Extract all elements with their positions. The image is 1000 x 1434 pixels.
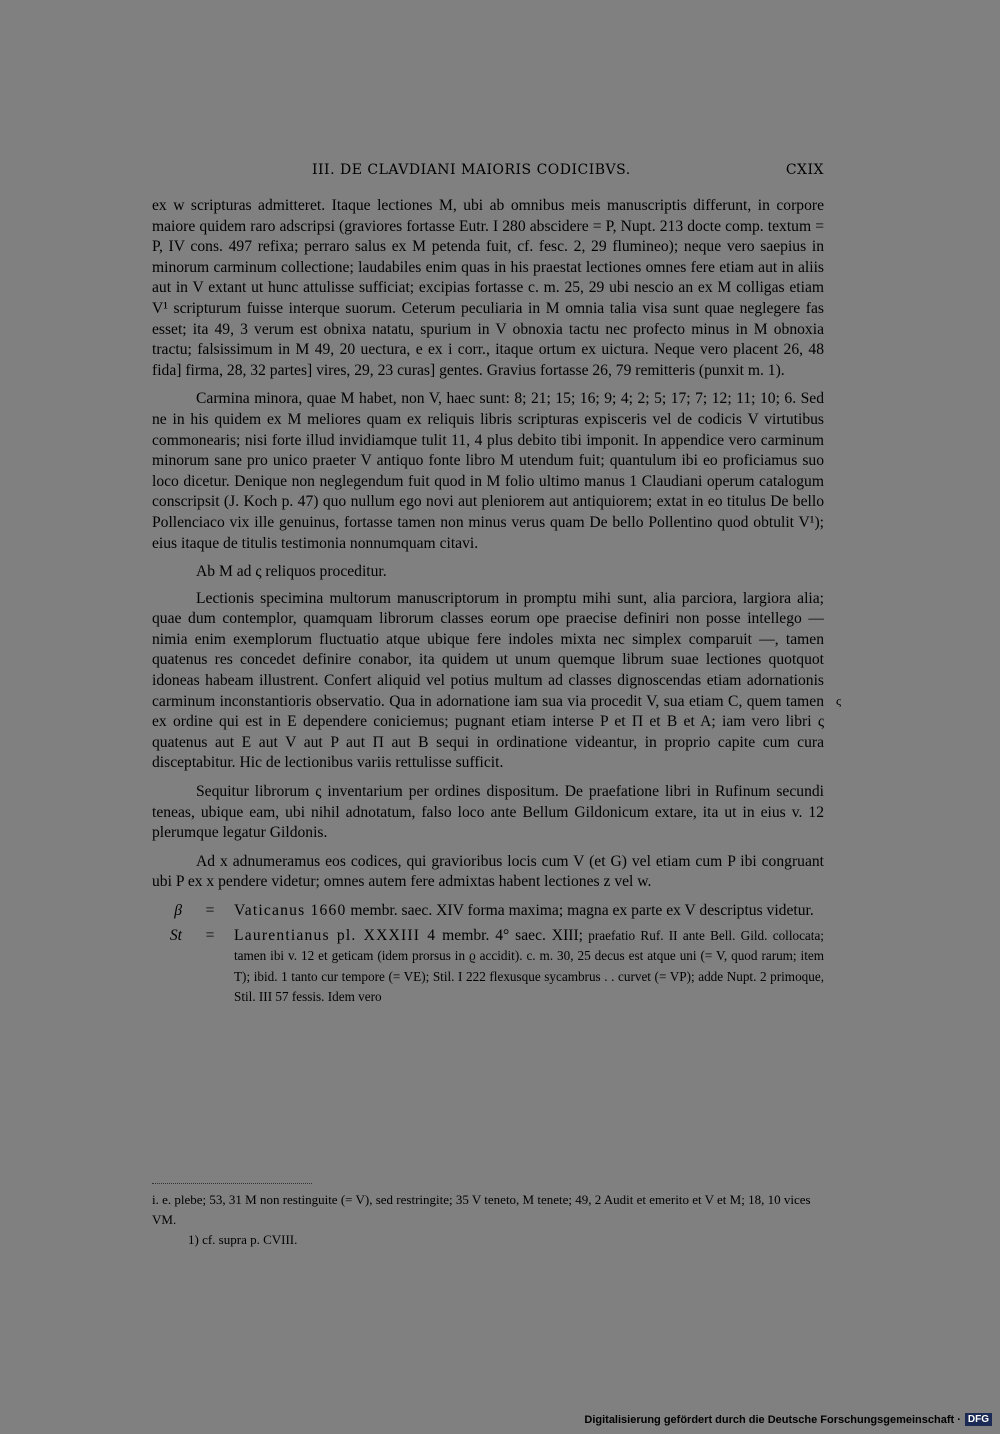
footnote-continuation: i. e. plebe; 53, 31 M non restinguite (= V), sed restringite; 35 V teneto, M tenete; 49, 2 Audit et emerito et V et M; 18, 10 vices VM. — [152, 1192, 811, 1227]
footnote: 1) cf. supra p. CVIII. — [188, 1232, 298, 1247]
siglum-description — [234, 926, 824, 1008]
page-number: CXIX — [785, 162, 824, 178]
paragraph: Ad x adnumeramus eos codices, qui gravioribus locis cum V (et G) vel etiam cum P ibi congruant ubi P ex x pendere videtur; omnes autem fere admixtas habent lectiones z vel w. — [152, 852, 824, 891]
codex-name: Vaticanus 1660 — [234, 902, 347, 919]
siglum-entry — [152, 926, 824, 1008]
running-header — [152, 162, 824, 184]
footnote-divider — [152, 1183, 312, 1184]
siglum: St — [169, 926, 182, 944]
equals-sign: = — [205, 926, 215, 944]
equals-sign: = — [205, 902, 215, 919]
paragraph: Carmina minora, quae M habet, non V, haec sunt: 8; 21; 15; 16; 9; 4; 2; 5; 17; 7; 12; 11; 10; 6. Sed ne in his quidem ex M meliores quam ex reliquis libris scripturas expisceris vel de codicis V virtutibus commonearis; nisi forte illud invidiamque tulit 11, 4 plus debito tibi imponit. In appendice vero carminum minorum sane pro unico praeter V antiquo fonte libro M utendum fuit; quantulum ibi eo proficiamus suo loco dicetur. Denique non neglegendum fuit quod in M folio ultimo manus 1 Claudiani operum catalogum conscripsit (J. Koch p. 47) quo nullum ego novi aut pleniorem aut antiquiorem; extat in eo titulus De bello Pollenciaco vix ille genuinus, fortasse tamen non minus verus quam De bello Pollentino quod obtulit V¹); eius itaque de titulis testimonia nonnumquam citavi. — [152, 390, 824, 552]
margin-note: ς — [836, 693, 842, 708]
footnotes — [152, 1190, 824, 1250]
paragraph: Lectionis specimina multorum manuscriptorum in promptu mihi sunt, alia parciora, largiora alia; quae dum contemplor, quamquam librorum classes eorum ope praecise definiri non posse intellego — nimia enim exemplorum fluctuatio atque ubique fere indoles mixta nec simplex comparuit —, tamen quatenus res concedet definire conabor, ita quidem ut unum quemque librum suae lectiones quotquot idoneas habeam illustrent. Confert aliquid vel potius multum ad classes dignoscendas etiam adornationis carminum inconstantioris observatio. Qua in adornatione iam sua via procedit V, sua etiam C, quem tamen ex ordine qui est in E dependere coniciemus; pugnant etiam interse P et Π et B et A; iam vero libri ς quatenus aut E aut V aut P aut Π aut B sequi in ordinatione videantur, in proprio capite cum cura disceptabitur. Hic de lectionibus variis rettulisse sufficit. — [152, 589, 824, 772]
paragraph: Sequitur librorum ς inventarium per ordines dispositum. De praefatione libri in Rufinum secundi teneas, ubique eam, ubi nihil adnotatum, falso loco ante Bellum Gildonicum extare, ita ut in eius v. 12 plerumque legatur Gildonis. — [152, 783, 824, 842]
siglum-entry — [152, 901, 824, 922]
codex-details: membr. saec. XIV forma maxima; magna ex parte ex V descriptus videtur. — [346, 902, 814, 919]
codex-name: Laurentianus pl. XXXIII 4 — [234, 926, 437, 944]
codex-notes: praefatio Ruf. II ante Bell. Gild. collocata; tamen ibi v. 12 et geticam (idem prorsus in ϱ accidit). c. m. 30, 25 decus est atque uni (= V, quod rarum; item T); ibid. 1 tanto cur tempore (= VE); Stil. I 222 flexusque sycambrus . . curvet (= VP); adde Nupt. 2 primoque, Stil. III 57 fessis. Idem vero — [234, 927, 824, 1005]
running-title: III. DE CLAVDIANI MAIORIS CODICIBVS. — [312, 162, 631, 178]
siglum: β — [174, 902, 182, 919]
codex-details: membr. 4° saec. XIII; — [436, 926, 583, 944]
digitization-credit — [584, 1413, 992, 1426]
paragraph: Ab M ad ς reliquos proceditur. — [196, 563, 387, 581]
paragraph: ex w scripturas admitteret. Itaque lectiones M, ubi ab omnibus meis manuscriptis differunt, in corpore maiore quidem raro adscripsi (graviores fortasse Eutr. I 280 abscidere = P, Nupt. 213 docte comp. textum = P, IV cons. 497 refixa; perraro salus ex M petenda fuit, cf. fesc. 2, 29 flumineo); neque vero saepius in minorum carminum collectione; laudabiles enim quas in his praestat lectiones omnes fere etiam aut in aliis aut in V extant ut hunc attulisse sufficiat; excipias fortasse c. m. 25, 29 ubi nescio an ex M colligas etiam V¹ scripturum fuisse interque suorum. Ceterum peculiaria in M omnia talia visa sunt quae neglegere fas esset; ita 49, 3 verum est obnixa natatu, spurium in V obnoxia tactu nec profecto minus in M obnoxia tractu; falsissimum in M 49, 20 uectura, e ex i corr., itaque ortum ex uictura. Neque vero placent 26, 48 fida] firma, 28, 32 partes] vires, 29, 23 curas] gentes. Gravius fortasse 26, 79 remitteris (punxit m. 1). — [152, 197, 824, 379]
dfg-logo: DFG — [965, 1413, 992, 1426]
main-text — [152, 196, 824, 1012]
credit-text: Digitalisierung gefördert durch die Deutsche Forschungsgemeinschaft · — [584, 1413, 961, 1426]
siglum-description — [234, 901, 824, 922]
